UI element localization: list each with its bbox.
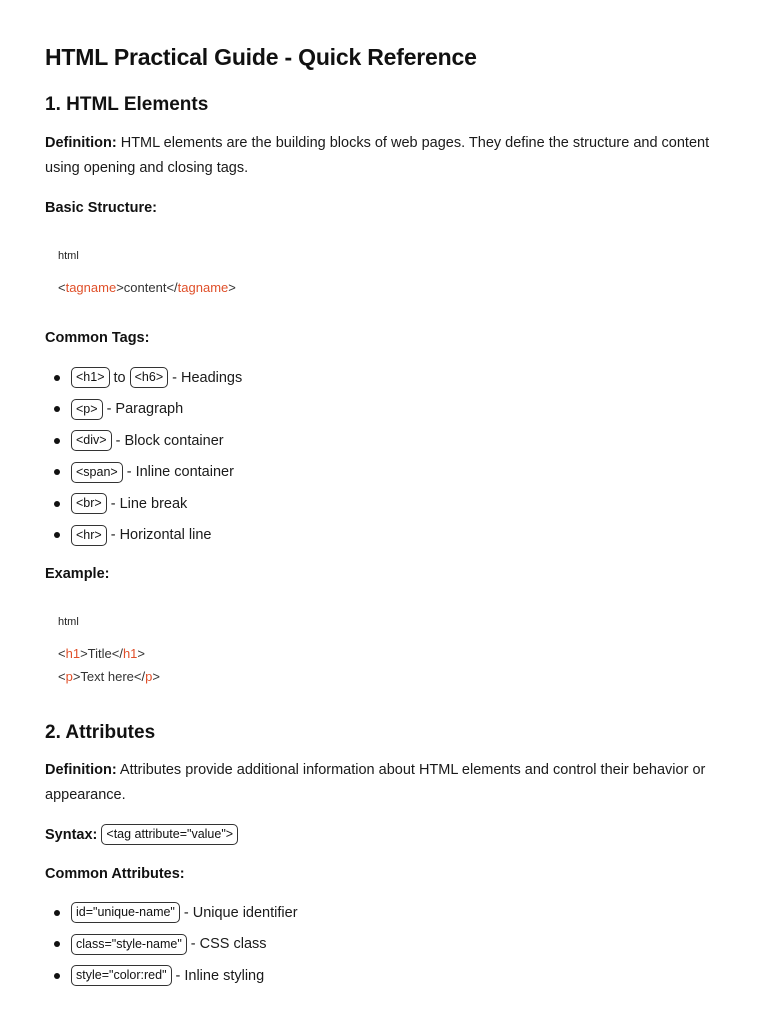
code-chip: <br> <box>71 493 107 514</box>
code-chip: id="unique-name" <box>71 902 180 923</box>
code-line <box>58 669 728 684</box>
list-text: - Block container <box>115 432 224 449</box>
definition-label: Definition: <box>45 135 117 151</box>
list-item <box>45 362 728 394</box>
code-punct: < <box>58 669 66 684</box>
code-chip: <h6> <box>130 367 169 388</box>
example-label: Example: <box>45 566 110 582</box>
bullet-icon <box>54 910 60 916</box>
list-text: - Line break <box>110 495 188 512</box>
bullet-icon <box>54 438 60 444</box>
code-tag: h1 <box>65 646 81 661</box>
common-attributes-list <box>45 897 728 992</box>
definition-text: Attributes provide additional information about HTML elements and control their behavior or appearance. <box>45 762 706 803</box>
code-tag: p <box>65 669 73 684</box>
list-item <box>45 425 728 457</box>
page-title: HTML Practical Guide - Quick Reference <box>45 44 477 70</box>
common-attributes-label: Common Attributes: <box>45 866 185 882</box>
code-chip: <div> <box>71 430 112 451</box>
list-text: - CSS class <box>190 936 267 953</box>
code-tag: h1 <box>122 646 138 661</box>
code-punct: > <box>152 669 160 684</box>
code-tag: tagname <box>177 280 229 295</box>
section-heading-attributes: 2. Attributes <box>45 722 156 743</box>
bullet-icon <box>54 941 60 947</box>
code-chip: style="color:red" <box>71 965 172 986</box>
list-item <box>45 457 728 489</box>
list-item <box>45 897 728 929</box>
bullet-icon <box>54 973 60 979</box>
common-tags-list <box>45 362 728 551</box>
code-punct: > <box>137 646 146 661</box>
common-tags-label: Common Tags: <box>45 330 150 346</box>
syntax-label: Syntax: <box>45 826 98 843</box>
bullet-icon <box>54 501 60 507</box>
definition-label: Definition: <box>45 762 117 778</box>
definition-text: HTML elements are the building blocks of web pages. They define the structure and content using opening and closing tags. <box>45 135 710 176</box>
list-item <box>45 520 728 552</box>
list-text: - Headings <box>172 369 243 386</box>
list-item <box>45 929 728 961</box>
code-chip: <tag attribute="value"> <box>101 824 238 845</box>
code-punct: > <box>116 280 124 295</box>
code-tag: tagname <box>65 280 117 295</box>
elements-definition <box>45 131 728 181</box>
list-text: - Paragraph <box>106 401 184 418</box>
code-chip: <span> <box>71 462 123 483</box>
code-line <box>58 646 728 661</box>
code-punct: > <box>80 646 88 661</box>
bullet-icon <box>54 406 60 412</box>
list-text: - Inline container <box>126 464 234 481</box>
code-chip: <h1> <box>71 367 110 388</box>
code-punct: > <box>228 280 236 295</box>
list-text: - Horizontal line <box>110 527 212 544</box>
code-text: content <box>123 280 167 295</box>
code-punct: </ <box>133 669 146 684</box>
code-punct: > <box>72 669 81 684</box>
list-text: to <box>113 369 126 386</box>
code-punct: < <box>58 280 66 295</box>
bullet-icon <box>54 375 60 381</box>
bullet-icon <box>54 469 60 475</box>
code-language-label: html <box>58 616 79 628</box>
list-item <box>45 960 728 992</box>
bullet-icon <box>54 532 60 538</box>
list-item <box>45 488 728 520</box>
code-punct: </ <box>166 280 178 295</box>
code-language-label: html <box>58 250 79 262</box>
section-heading-elements: 1. HTML Elements <box>45 94 209 115</box>
basic-structure-label: Basic Structure: <box>45 200 158 216</box>
code-punct: < <box>58 646 66 661</box>
code-text: Title <box>87 646 112 661</box>
list-item <box>45 394 728 426</box>
code-chip: <p> <box>71 399 103 420</box>
code-chip: class="style-name" <box>71 934 187 955</box>
syntax-row <box>45 824 728 845</box>
attributes-definition <box>45 758 728 808</box>
code-tag: p <box>145 669 153 684</box>
code-punct: </ <box>111 646 123 661</box>
code-text: Text here <box>80 669 134 684</box>
list-text: - Unique identifier <box>183 904 298 921</box>
code-line <box>58 280 728 295</box>
code-chip: <hr> <box>71 525 107 546</box>
list-text: - Inline styling <box>175 967 265 984</box>
